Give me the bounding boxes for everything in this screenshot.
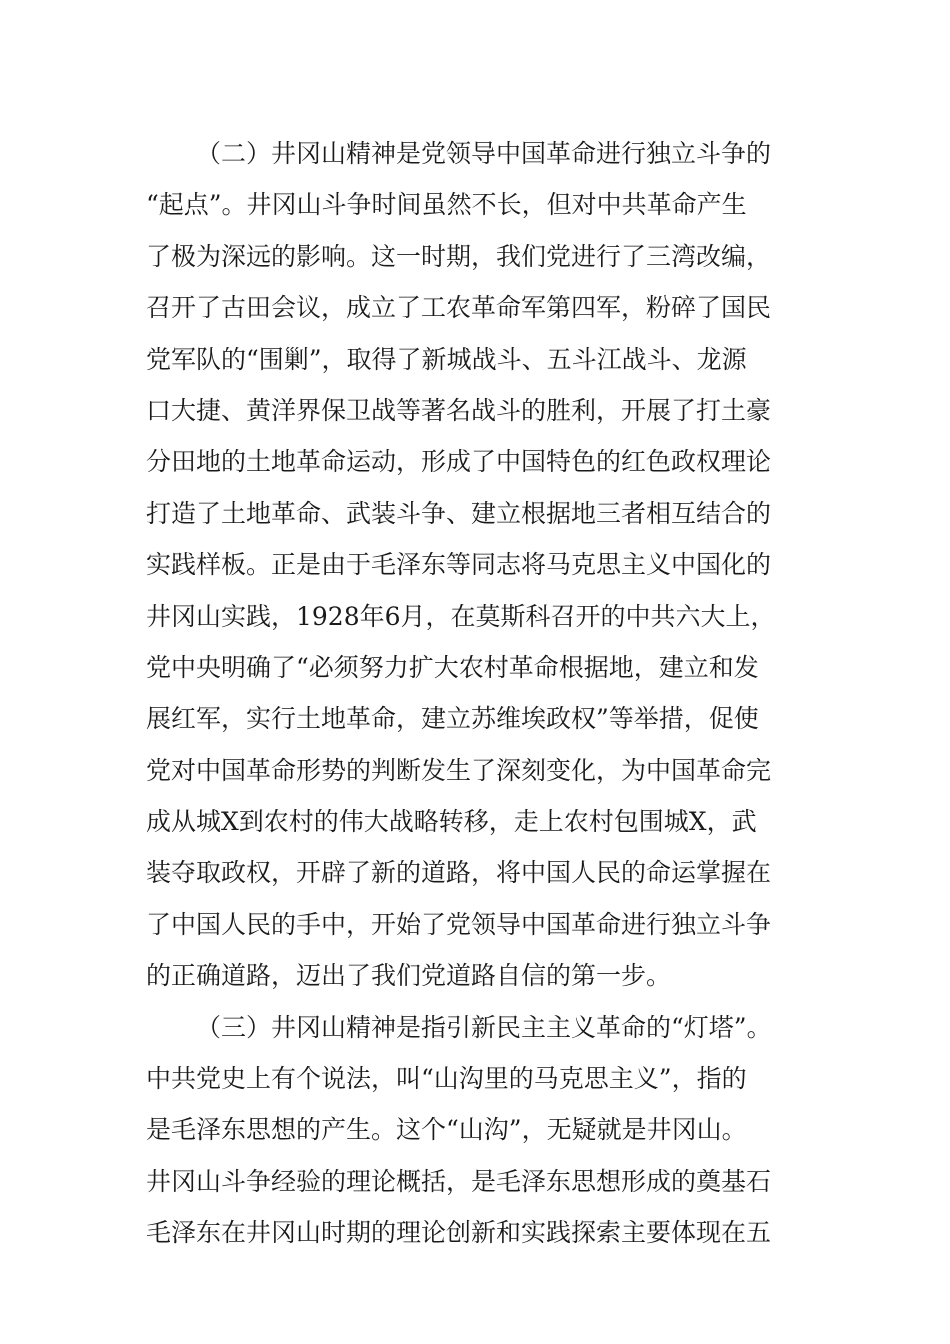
text-line: 井冈山实践，1928年6月，在莫斯科召开的中共六大上，: [146, 601, 776, 631]
text-line: 党军队的“围剿”，取得了新城战斗、五斗江战斗、龙源: [146, 344, 747, 374]
text-line: 打造了土地革命、武装斗争、建立根据地三者相互结合的: [146, 498, 772, 528]
text-line: 了极为深远的影响。这一时期，我们党进行了三湾改编，: [146, 241, 772, 271]
text-line: 召开了古田会议，成立了工农革命军第四军，粉碎了国民: [146, 293, 772, 323]
paragraph-3-heading-line: （三）井冈山精神是指引新民主主义革命的“灯塔”。: [196, 1012, 772, 1042]
text-line: 展红军，实行土地革命，建立苏维埃政权”等举措，促使: [146, 704, 759, 734]
body-text: [146, 128, 816, 1259]
text-line: 党中央明确了“必须努力扩大农村革命根据地，建立和发: [146, 652, 759, 682]
text-line: “起点”。井冈山斗争时间虽然不长，但对中共革命产生: [146, 190, 747, 220]
text-line: 成从城X到农村的伟大战略转移，走上农村包围城X，武: [146, 807, 757, 837]
text-line: 的正确道路，迈出了我们党道路自信的第一步。: [146, 961, 672, 991]
paragraph-2-heading-line: （二）井冈山精神是党领导中国革命进行独立斗争的: [196, 139, 772, 168]
text-line: 了中国人民的手中，开始了党领导中国革命进行独立斗争: [146, 909, 772, 939]
text-line: 装夺取政权，开辟了新的道路，将中国人民的命运掌握在: [146, 858, 772, 888]
text-line: 井冈山斗争经验的理论概括，是毛泽东思想形成的奠基石: [146, 1166, 772, 1196]
text-line: 分田地的土地革命运动，形成了中国特色的红色政权理论: [146, 447, 772, 477]
text-line: 口大捷、黄洋界保卫战等著名战斗的胜利，开展了打土豪: [146, 395, 772, 425]
text-line: 中共党史上有个说法，叫“山沟里的马克思主义”，指的: [146, 1064, 747, 1094]
text-line: 毛泽东在井冈山时期的理论创新和实践探索主要体现在五: [146, 1218, 772, 1248]
text-line: 是毛泽东思想的产生。这个“山沟”，无疑就是井冈山。: [146, 1115, 747, 1145]
text-line: 党对中国革命形势的判断发生了深刻变化，为中国革命完: [146, 755, 772, 785]
text-line: 实践样板。正是由于毛泽东等同志将马克思主义中国化的: [146, 550, 772, 580]
